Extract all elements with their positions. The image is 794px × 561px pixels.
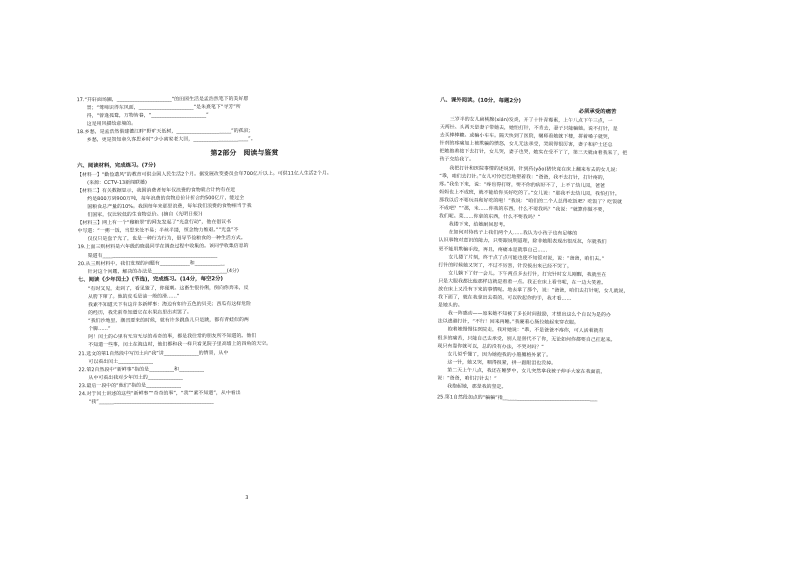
text-line: 我素不知道天下有这许多新鲜事：海边有如许五色的贝壳；西瓜有这样危险: [88, 300, 252, 309]
text-line: 这一针，她又哭，咽得很紧，拼一跟眼泪也没掉。: [447, 359, 557, 367]
text-line: 从胯下窜了。他的皮毛是油一般的滑……”: [87, 293, 180, 300]
text-line: 那我以后不要玩具和好吃的啦！”我说：“咱们的二个人总得吃饭吧？吃饭了？吃饭就: [439, 197, 623, 206]
text-line: 天两针。头两天是妻子带她去，她怕打针，不肯去，妻子只能骗她。说不打针，是: [439, 124, 618, 133]
text-line: 20.从三则材料中，我们发现的问题有____________和____________: [77, 259, 225, 267]
text-line: 的经历，我先前单知道它在水果店里出卖罢了。: [88, 309, 192, 317]
text-line: 不知道一些事，闰土在海边时，他们都和我一样只看见院子里高墙上的四角的天空。: [88, 341, 272, 349]
text-line: 这是用风描绘意境的。: [86, 121, 137, 128]
text-line: 中写道：“一粥一饭，当思来处不易；半丝半缕，恒念物力维艰。”“光盘”不: [77, 227, 239, 235]
text-line: 去买棒棒糖。或骗小车车。隔天快到了医院，嘱师看她就下楼，拼着嗓子就哭，: [439, 132, 613, 141]
text-line: 我下面了，就在我拿出去看的，可以收起你的手，我才看……: [438, 294, 572, 302]
text-line: 个脚……”: [88, 326, 111, 333]
text-line: 抱着她慢慢往医院走，我对她说：“乖，不是爸爸不疼你，可人活着就有: [447, 326, 604, 335]
section-8-title: 八、课外阅读。(10分，每题2分): [440, 97, 522, 105]
text-line: 疼。”我坐下来，说：“疼也得打呀，要不你的病好不了，上不了幼儿园，爸爸: [439, 181, 606, 189]
text-line: 我搂下来，给她耐间思考。: [448, 221, 509, 229]
text-line: 很多的痛苦，只能自己去承受，别人是替代不了你，无论如何你都要自己扛起来。: [437, 334, 616, 343]
text-line: 仅仅只是盘子光了，也是一种行为行为，倡导节俭粮食的一种生活方式。: [87, 235, 246, 243]
text-line: “乖，咱们去打针。”女儿可怜巴巴地望着我：“爸爸，我不去打针，打针疼的，: [439, 173, 608, 181]
text-line: 19.上面三则材料是六年级的晓晨同学在调查过程中收集的。该同学收集信息的: [77, 243, 249, 251]
text-line: 18.乡愁，是孟浩然借建德江畔“野旷天低树，______________________”的孤寂；: [76, 128, 254, 136]
text-line: 认识事物对意识的能力，只要跟说明道理，除非她眼表现出很反抗，尔就我们: [438, 237, 607, 246]
text-line: (来源：CCTV-13新闻联播): [87, 179, 147, 186]
text-line: 放在床上又没有下来的事情呢。地去拿了那个，说：“爸爸，咱们去打针呢，女儿就说，: [438, 286, 629, 295]
text-line: 【材料二】有关数据显示，我国消费者每年仅浪费的食物就合计约有在近: [77, 186, 236, 194]
text-line: 是她头的。: [437, 302, 463, 309]
text-line: 17.“开轩面场圃，______________________”的田园生活是孟浩然笔下的美好愿: [76, 95, 249, 104]
text-line: 不成吧？”“那，米……你我的东西，什么不要我吗？”我说：“就算你做不要，: [438, 205, 608, 214]
text-line: 可以看出闰土______________: [88, 358, 154, 365]
text-line: 在如何对待孩子上我们两个人……我认为小孩子也有足够的: [448, 229, 578, 238]
text-line: 约是800万到900万吨，每年浪费的食物总价计折合约500亿斤，能过全: [87, 194, 245, 202]
text-line: 24.对于闰土讲述的这些“新鲜事”“奇奇的事”，“我”“素不知道”，从中看出: [78, 390, 241, 398]
text-line: 三岁半的女儿扁桃腺(xián)发炎，开了十针青霉素，上午八点下午三点，一: [449, 116, 613, 125]
story-ending: [437, 310, 753, 394]
text-line: 从中可看出我对少年闰土的______________: [88, 374, 183, 381]
text-line: 只是大服我都比他那样边就是看着一点。我正在床上看书呢，在一边大笑着。: [438, 278, 607, 286]
text-line: 针剂的疼痛加上被欺骗的愤怒，女儿无法承受，哭闹得很厉害，妻子和护士还总: [439, 140, 613, 149]
text-line: 针对这个问题，解决的办法是______________________________(4分): [87, 267, 239, 275]
text-line: 妈妈也上不成班，就不能给你买好吃的了。”女儿说：“那我不去幼儿园，我怕打针。: [439, 189, 620, 198]
text-line: 女儿似乎懂了，因为她抱我的小胳膊格外紧了。: [447, 351, 552, 359]
text-line: 得，“曾逢孤鹜，万物皆春，“______________________”: [86, 112, 209, 120]
section-7-title: 七、阅读《少年闰土》(节选)，完成练习。(14分，每空2分): [77, 275, 223, 283]
text-line: 说：“爸爸，咱们打针去！”: [437, 375, 497, 382]
text-line: 21.选文的第1自然段中写闰土向“我”讲______________的情景，从中: [78, 349, 229, 357]
text-line: 渠道有______________________________________________: [87, 251, 218, 259]
question-25: 25.第1自然段加点的“骗骗”指______________________________________: [436, 394, 598, 403]
text-line: 更不能用欺骗手段，再且，疼痛本是就事自己……: [438, 245, 548, 253]
text-line: “有时又见，走到了，看见猹了，你便刺。这畜生很伶俐，倒向你奔来，反: [87, 284, 249, 292]
text-line: 打针的时候她又哭了，不过不厉害，针没拔出来已经不哭了。: [438, 262, 572, 270]
text-line: 法以逃避打针，“不行！回来再睡。”我硬着心肠拉她起来穿衣服。: [437, 318, 579, 327]
text-line: 我把打针和医院事情的述说到，针到药(yǎo)猪快竟在床上翻来布去的女儿说：: [449, 165, 621, 173]
section-6-title: 六、阅读材料，完成练习。(7分): [77, 162, 156, 169]
text-line: 女儿搂了片刻，终于点了点可能也使不知管对说，说：“爸爸，咱们去。”: [448, 254, 605, 262]
text-line: 我一阵感动——原来她不知被了多长时间鼓励，才想出这么个自以为是的办: [447, 310, 611, 319]
text-line: 现只有靠你就可以，总的没有办法，不哭对吗？”: [437, 342, 544, 351]
right-page: [436, 96, 755, 509]
text-line: 们国家，仅比较低的生食物总价。(摘自《光明日报》): [87, 211, 203, 219]
text-line: 第二天上午八点，我还在睡梦中，女儿突然拿我被子伸手大家在我面前，: [447, 367, 606, 376]
text-line: 我抱起她，那是我的坚定。: [447, 383, 507, 391]
text-line: 23.最后一段中的“他们”指的是______________: [78, 382, 182, 390]
text-line: “我们沙地里，潮汛要来的时候，就有许多跳鱼儿只是跳，都有青蛙似的两: [88, 317, 249, 325]
text-line: 把她抱着按下去打针，女儿哭，妻子也哭，她实在受不了了，第三天就由着我来了，把: [439, 148, 628, 157]
story-body: [438, 115, 755, 313]
text-line: 女儿躺下了好一会儿。下午两点多去打针，打完针时女儿刚醒，我就坐在: [448, 270, 607, 278]
text-line: “我”______________________________________________: [88, 398, 214, 406]
text-line: 我们呢。菜……你拿的东西，什么不要我吗？”: [438, 213, 541, 221]
left-page: [77, 94, 415, 506]
text-line: 乡愁，更是贺知章久客思乡时“少小离家老大回，______________________”。: [86, 136, 256, 144]
text-line: 【材料一】“勤俭遗风”的教育可供全国人民生活2个月。据发展改变委员会年700亿斤以上。可供11亿人生活2个月。: [77, 169, 332, 178]
fill-in-questions-17-18: [77, 94, 412, 145]
story-title: 必须承受的痛苦: [578, 108, 617, 116]
text-line: 阿！闰土的心里有无穷无尽的希奇的事，都是我往常的朋友所不知道的。他们: [88, 333, 257, 341]
section-7-passage: [78, 283, 414, 407]
page-number: 3: [245, 494, 249, 502]
text-line: 国粮食总产量的10%。我国每年来那里浪费，每年我们浪费的食物相当于我: [87, 202, 252, 211]
part-heading: 第2部分 阅读与鉴赏: [210, 148, 279, 157]
section-6-materials: [77, 168, 413, 276]
text-line: 孩子交给我了。: [439, 156, 475, 164]
text-line: 景；“莺啼识得东风面，______________________”是朱熹笔下“寻芳”所: [86, 104, 241, 112]
text-line: 22.第2自然段中“新鲜事”指的是__________和__________: [78, 366, 204, 373]
text-line: 【材料三】网上有一个“穆粮翠”的网友发起了“光盘行动”，他在倡议书: [77, 219, 232, 227]
